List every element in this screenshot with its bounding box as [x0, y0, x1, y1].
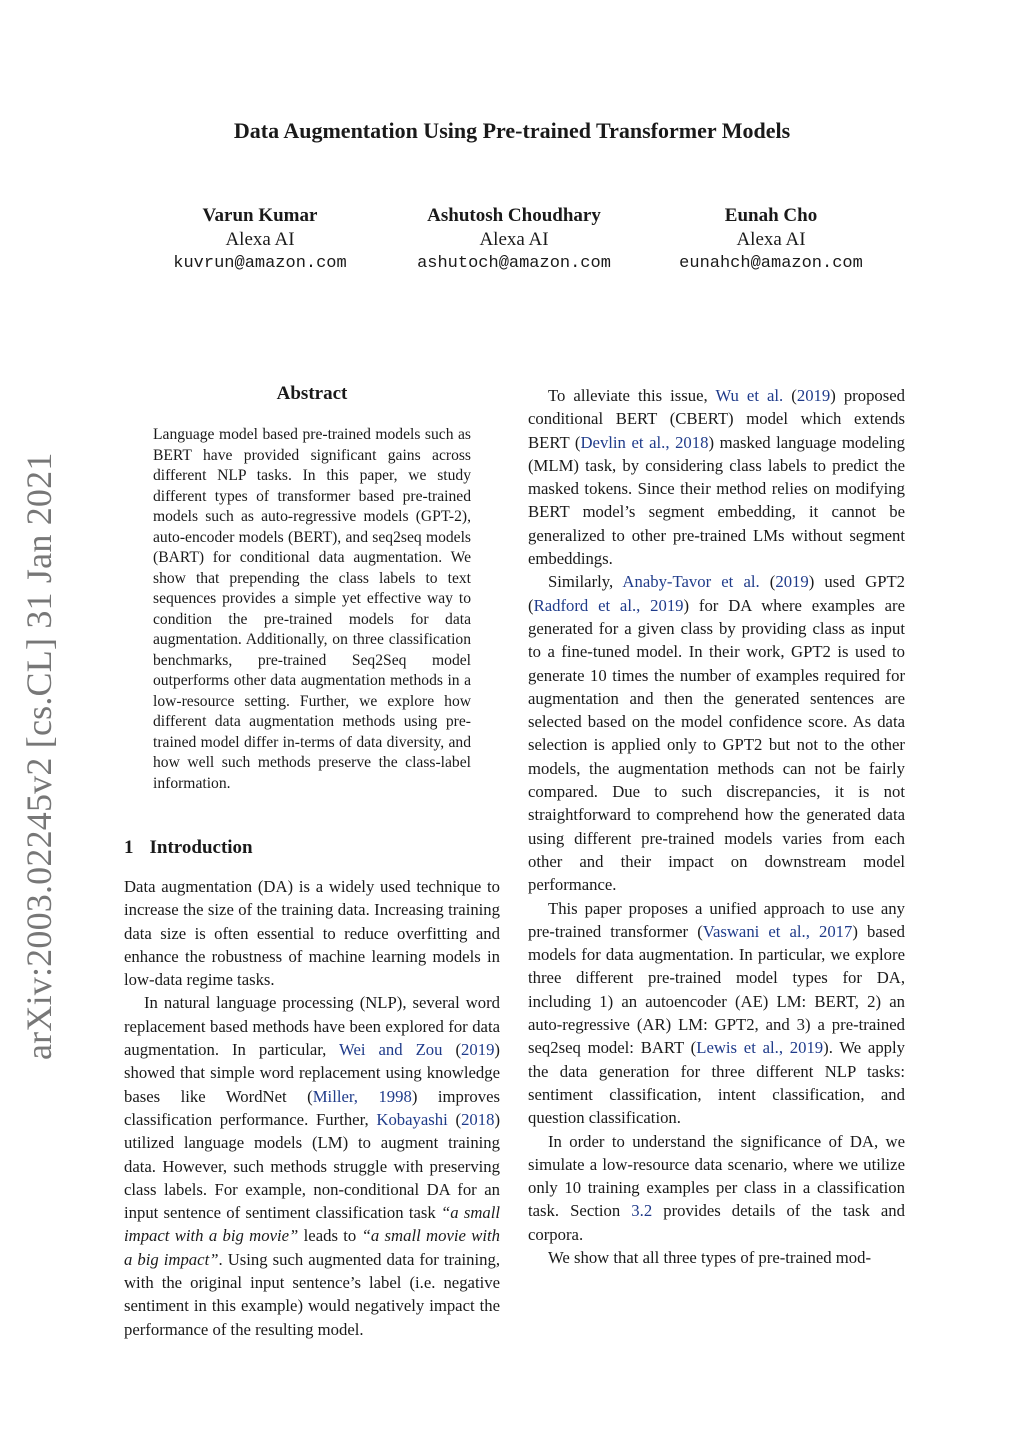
author-name: Ashutosh Choudhary: [427, 205, 601, 226]
citation-link[interactable]: Wei and Zou: [339, 1040, 443, 1060]
author-email: ashutoch@amazon.com: [417, 254, 611, 273]
paragraph: Similarly, Anaby-Tavor et al. (2019) used GPT2 (Radford et al., 2019) for DA where examples are generated for a given class by providing class as input to a fine-tuned model. In their work, GPT2 is used to generate 10 times the number of examples required for augmentation and then the generated sentences are selected based on the model confidence score. As data selection is applied only to GPT2 but not to the other models, the augmentation methods can not be fairly compared. Due to such discrepancies, it is not straightforward to comprehend how the generated data using different pre-trained models varies from each other and their impact on downstream model performance.: [528, 572, 906, 895]
author-affiliation: Alexa AI: [736, 229, 806, 250]
paper-title: Data Augmentation Using Pre-trained Transformer Models: [233, 118, 791, 143]
citation-link[interactable]: Anaby-Tavor et al.: [622, 572, 760, 592]
citation-link[interactable]: Vaswani et al., 2017: [702, 921, 853, 941]
citation-link[interactable]: 2019: [775, 572, 809, 592]
section-title: Introduction: [149, 837, 253, 858]
example-quote: “a small impact with a big movie”: [124, 1203, 500, 1246]
author-email: kuvrun@amazon.com: [173, 254, 347, 273]
paragraph: This paper proposes a unified approach to use any pre-trained transformer (Vaswani et al., 2017) based models for data augmentation. In particular, we explore three different pre-trained model types for DA, including 1) an autoencoder (AE) LM: BERT, 2) an auto-regressive (AR) LM: GPT2, and 3) a pre-trained seq2seq model: BART (Lewis et al., 2019). We apply the data generation for three different NLP tasks: sentiment classification, intent classification, and question classification.: [528, 898, 905, 1128]
citation-link[interactable]: Wu et al.: [715, 386, 784, 405]
section-heading: [124, 837, 269, 859]
abstract-heading: Abstract: [276, 383, 348, 404]
abstract-text: Language model based pre-trained models such as BERT have provided significant gains across different NLP tasks. In this paper, we study different types of transformer based pre-trained models such as auto-regressive models (GPT-2), auto-encoder models (BERT), and seq2seq models (BART) for conditional data augmentation. We show that prepending the class labels to text sequences provides a simple yet effective way to condition the pre-trained models for data augmentation. Additionally, on three classification benchmarks, pre-trained Seq2Seq model outperforms other data augmentation methods in a low-resource setting. Further, we explore how different data augmentation methods using pre-trained model differ in-terms of data diversity, and how well such methods preserve the class-label information.: [153, 426, 471, 792]
paragraph: In natural language processing (NLP), several word replacement based methods have been explored for data augmentation. In particular, Wei and Zou (2019) showed that simple word replacement using knowledge bases like WordNet (Miller, 1998) improves classification performance. Further, Kobayashi (2018) utilized language models (LM) to augment training data. However, such methods struggle with preserving class labels. For example, non-conditional DA for an input sentence of sentiment classification task “a small impact with a big movie” leads to “a small movie with a big impact”. Using such augmented data for training, with the original input sentence’s label (i.e. negative sentiment in this example) would negatively impact the performance of the resulting model.: [124, 993, 501, 1339]
paragraph: Data augmentation (DA) is a widely used technique to increase the size of the training data. Increasing training data size is often essential to reduce overfitting and enhance the robustness of machine learning models in low-data regime tasks.: [124, 877, 500, 990]
citation-link[interactable]: Lewis et al., 2019: [696, 1038, 824, 1058]
citation-link[interactable]: Kobayashi: [376, 1109, 448, 1129]
citation-link[interactable]: 2019: [796, 386, 831, 405]
author-block: [130, 204, 390, 276]
left-column: [124, 875, 500, 1341]
author-affiliation: Alexa AI: [479, 229, 549, 250]
citation-link[interactable]: Miller, 1998: [312, 1086, 412, 1106]
section-number: 1: [124, 837, 134, 858]
paragraph: In order to understand the significance of DA, we simulate a low-resource data scenario, where we utilize only 10 training examples per class in a classification task. Section 3.2 provides details of the task and corpora.: [528, 1131, 905, 1244]
author-affiliation: Alexa AI: [225, 229, 295, 250]
arxiv-identifier: arXiv:2003.02245v2 [cs.CL] 31 Jan 2021: [19, 452, 59, 1060]
author-block: [384, 204, 644, 276]
citation-link[interactable]: Radford et al., 2019: [533, 595, 684, 615]
paragraph-continuation: . Using such augmented data for training, with the original input sentence’s label (i.e. negative sentiment in this example) would negatively impact the performance of the resulting model.: [124, 1249, 500, 1339]
author-block: [641, 204, 901, 276]
paragraph: We show that all three types of pre-trained mod-: [548, 1247, 872, 1267]
author-name: Varun Kumar: [202, 205, 318, 226]
example-quote: “a small movie with a big impact”: [124, 1226, 500, 1269]
author-name: Eunah Cho: [724, 205, 818, 226]
citation-link[interactable]: 2019: [461, 1040, 495, 1060]
author-email: eunahch@amazon.com: [679, 254, 863, 273]
section-link[interactable]: 3.2: [631, 1201, 653, 1221]
citation-link[interactable]: Devlin et al., 2018: [580, 432, 709, 452]
paragraph: To alleviate this issue, Wu et al. (2019) proposed conditional BERT (CBERT) model which extends BERT (Devlin et al., 2018) masked language modeling (MLM) task, by considering class labels to predict the masked tokens. Since their method relies on modifying BERT model’s segment embedding, it cannot be generalized to other pre-trained LMs without segment embeddings.: [528, 386, 906, 569]
citation-link[interactable]: 2018: [461, 1109, 495, 1129]
right-column: [528, 384, 905, 1269]
